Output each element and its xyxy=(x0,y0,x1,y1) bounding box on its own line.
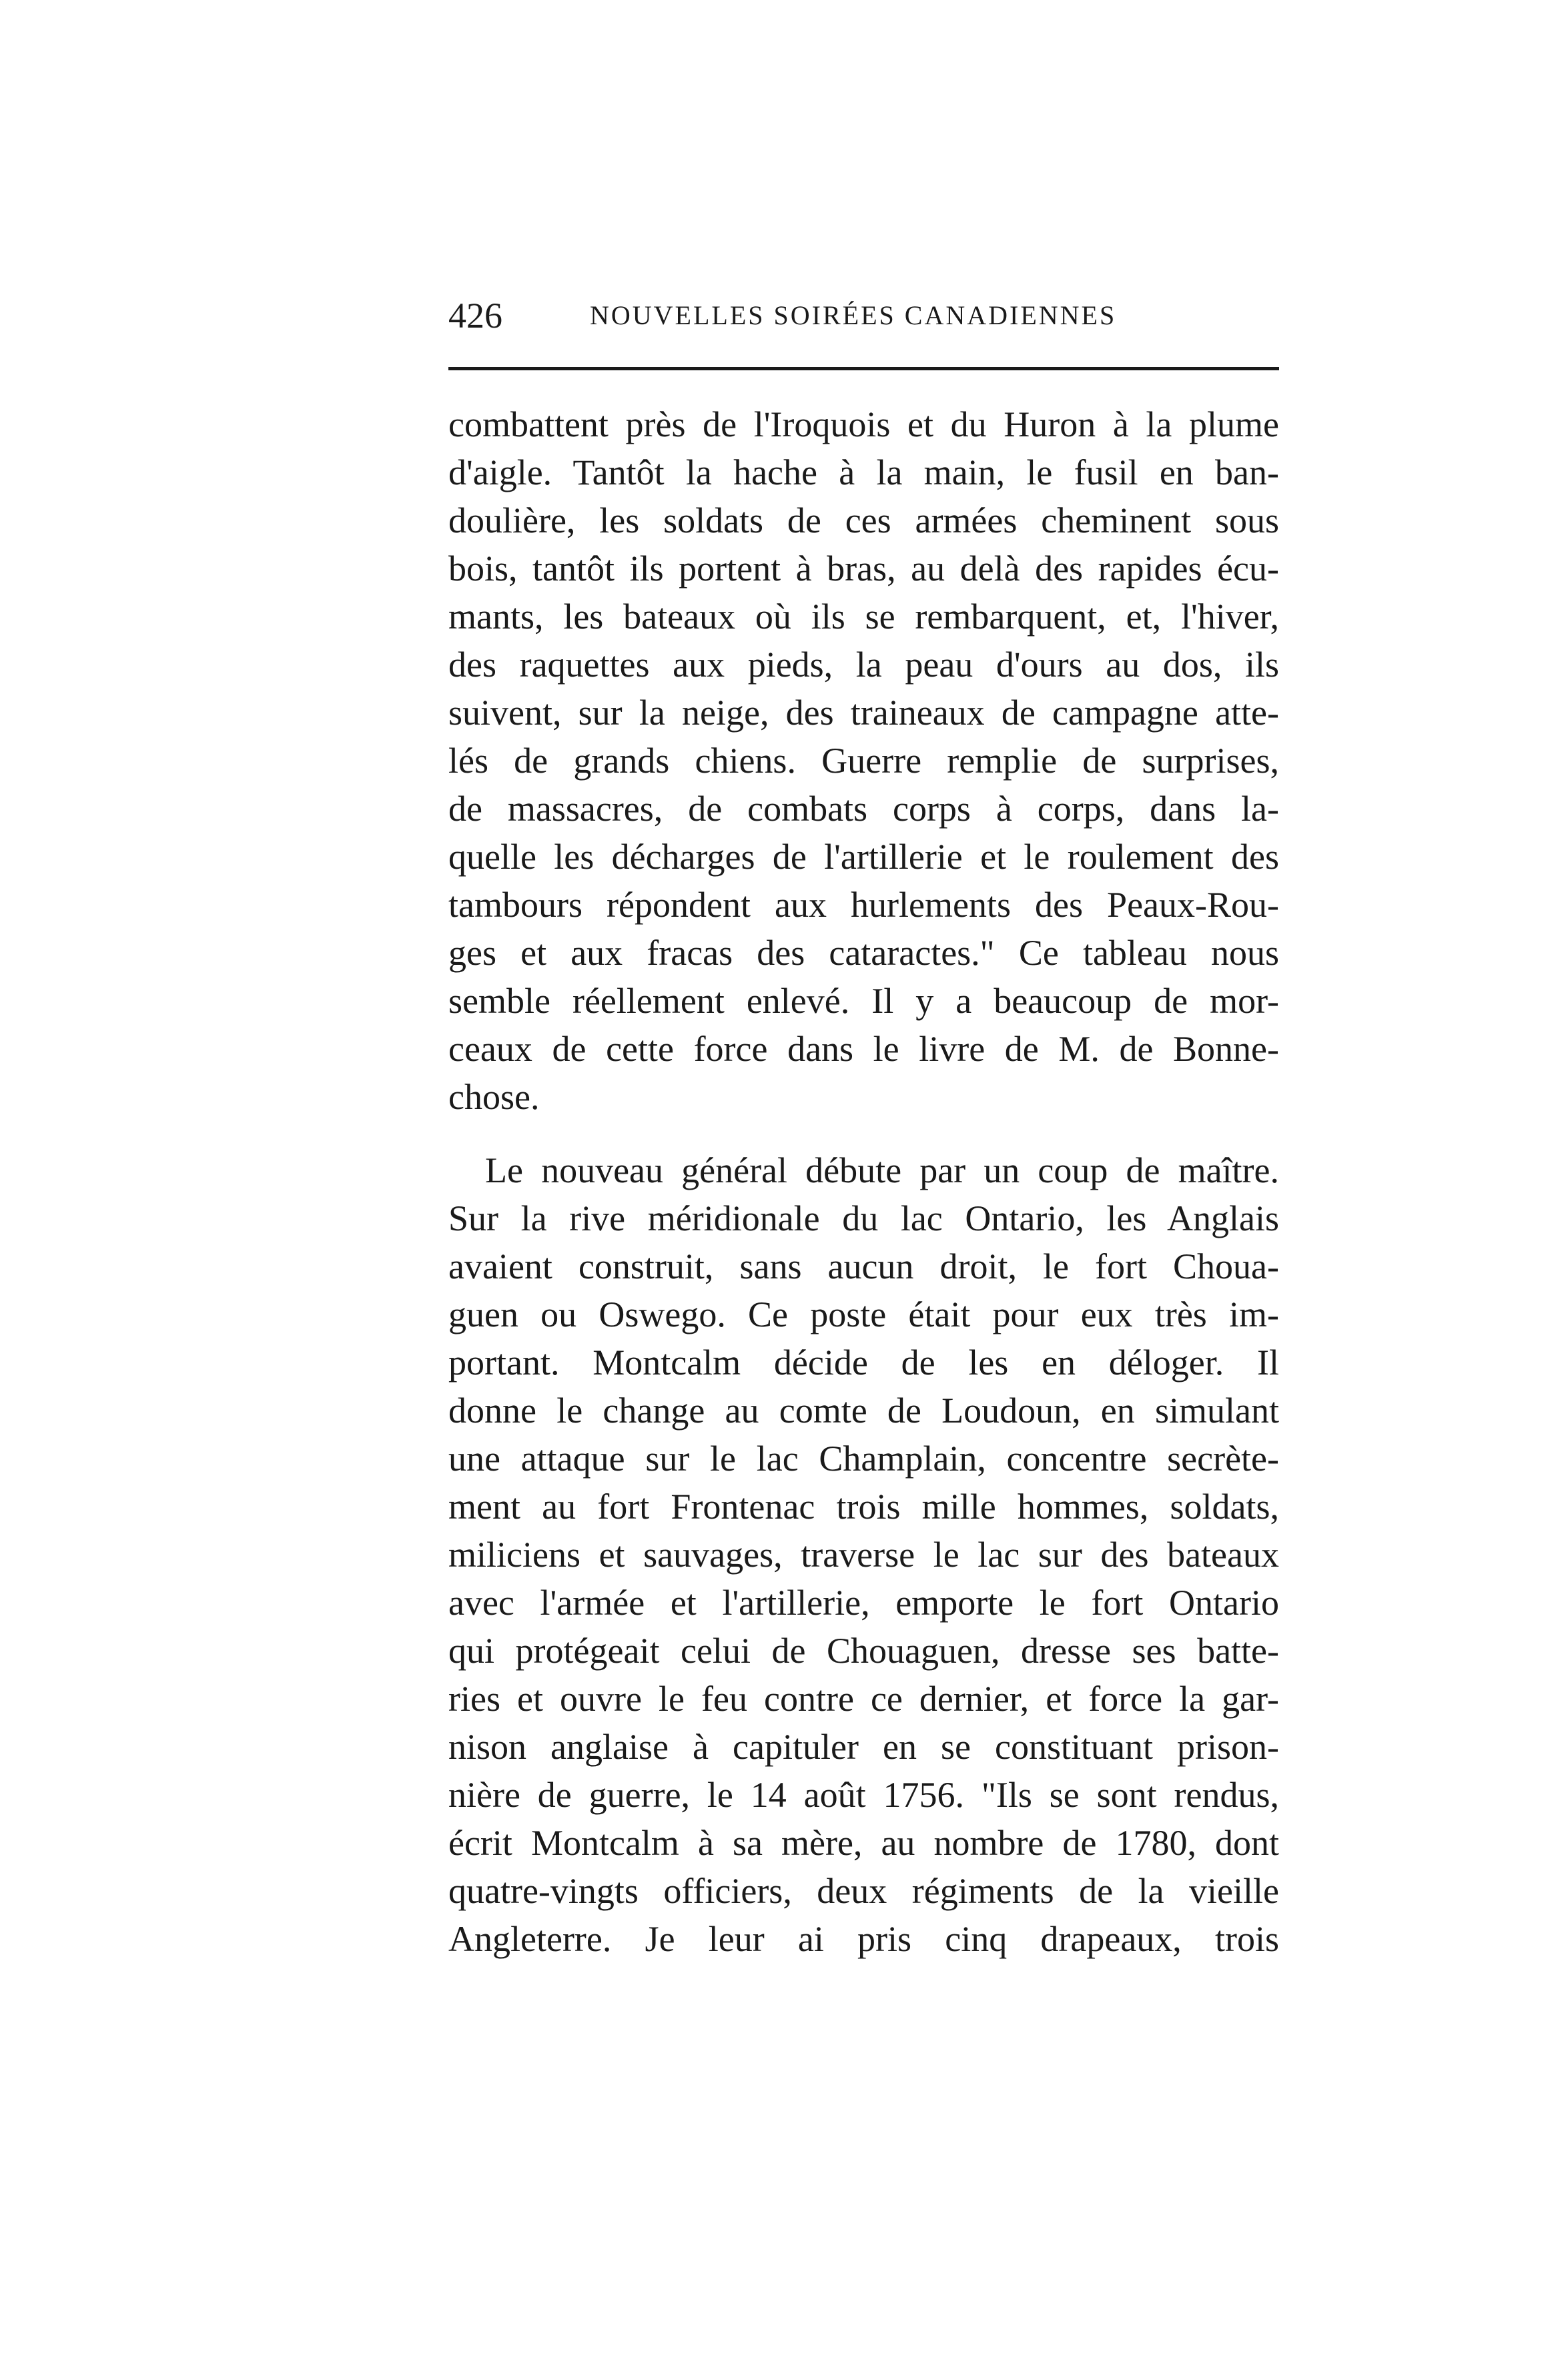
text-line: mants, les bateaux où ils se rembarquent, et, l'hiver, xyxy=(448,597,1279,637)
text-line: avaient construit, sans aucun droit, le fort Choua- xyxy=(448,1246,1279,1286)
text-line: écrit Montcalm à sa mère, au nombre de 1780, dont xyxy=(448,1823,1279,1863)
text-line: lés de grands chiens. Guerre remplie de surprises, xyxy=(448,741,1279,781)
text-line: de massacres, de combats corps à corps, dans la- xyxy=(448,789,1279,829)
text-line: doulière, les soldats de ces armées cheminent sous xyxy=(448,500,1279,540)
text-line: donne le change au comte de Loudoun, en simulant xyxy=(448,1391,1279,1431)
text-line: quatre-vingts officiers, deux régiments de la vieille xyxy=(448,1871,1279,1911)
text-line: des raquettes aux pieds, la peau d'ours au dos, ils xyxy=(448,645,1279,685)
text-line: quelle les décharges de l'artillerie et le roulement des xyxy=(448,837,1279,877)
text-line: combattent près de l'Iroquois et du Huron à la plume xyxy=(448,404,1279,444)
text-line: suivent, sur la neige, des traineaux de campagne atte- xyxy=(448,693,1279,733)
text-line: qui protégeait celui de Chouaguen, dresse ses batte- xyxy=(448,1631,1279,1671)
text-line: nison anglaise à capituler en se constituant prison- xyxy=(448,1727,1279,1767)
text-line: Angleterre. Je leur ai pris cinq drapeaux, trois xyxy=(448,1919,1279,1959)
text-line: d'aigle. Tantôt la hache à la main, le fusil en ban- xyxy=(448,452,1279,492)
text-line: ceaux de cette force dans le livre de M. de Bonne- xyxy=(448,1029,1279,1069)
text-line: semble réellement enlevé. Il y a beaucoup de mor- xyxy=(448,981,1279,1021)
running-title: NOUVELLES SOIRÉES CANADIENNES xyxy=(590,300,1117,330)
paragraph-gap xyxy=(448,1121,1279,1146)
text-line: ment au fort Frontenac trois mille hommes, soldats, xyxy=(448,1487,1279,1527)
text-line: portant. Montcalm décide de les en déloger. Il xyxy=(448,1342,1279,1383)
page-number: 426 xyxy=(448,296,502,336)
paragraph-2 xyxy=(448,1146,1279,1963)
body-text xyxy=(448,400,1279,1963)
text-line: Le nouveau général débute par un coup de maître. xyxy=(485,1150,1279,1190)
header-rule xyxy=(448,367,1279,370)
text-line: ries et ouvre le feu contre ce dernier, et force la gar- xyxy=(448,1679,1279,1719)
text-line: miliciens et sauvages, traverse le lac sur des bateaux xyxy=(448,1535,1279,1575)
text-line: nière de guerre, le 14 août 1756. "Ils se sont rendus, xyxy=(448,1775,1279,1815)
text-line: bois, tantôt ils portent à bras, au delà des rapides écu- xyxy=(448,548,1279,588)
text-line: chose. xyxy=(448,1077,540,1117)
text-line: une attaque sur le lac Champlain, concentre secrète- xyxy=(448,1439,1279,1479)
text-line: Sur la rive méridionale du lac Ontario, les Anglais xyxy=(448,1198,1279,1238)
running-head xyxy=(448,292,1279,339)
paragraph-1 xyxy=(448,400,1279,1121)
text-line: tambours répondent aux hurlements des Peaux-Rou- xyxy=(448,885,1279,925)
text-line: ges et aux fracas des cataractes." Ce tableau nous xyxy=(448,933,1279,973)
text-line: guen ou Oswego. Ce poste était pour eux très im- xyxy=(448,1294,1279,1334)
text-line: avec l'armée et l'artillerie, emporte le fort Ontario xyxy=(448,1583,1279,1623)
